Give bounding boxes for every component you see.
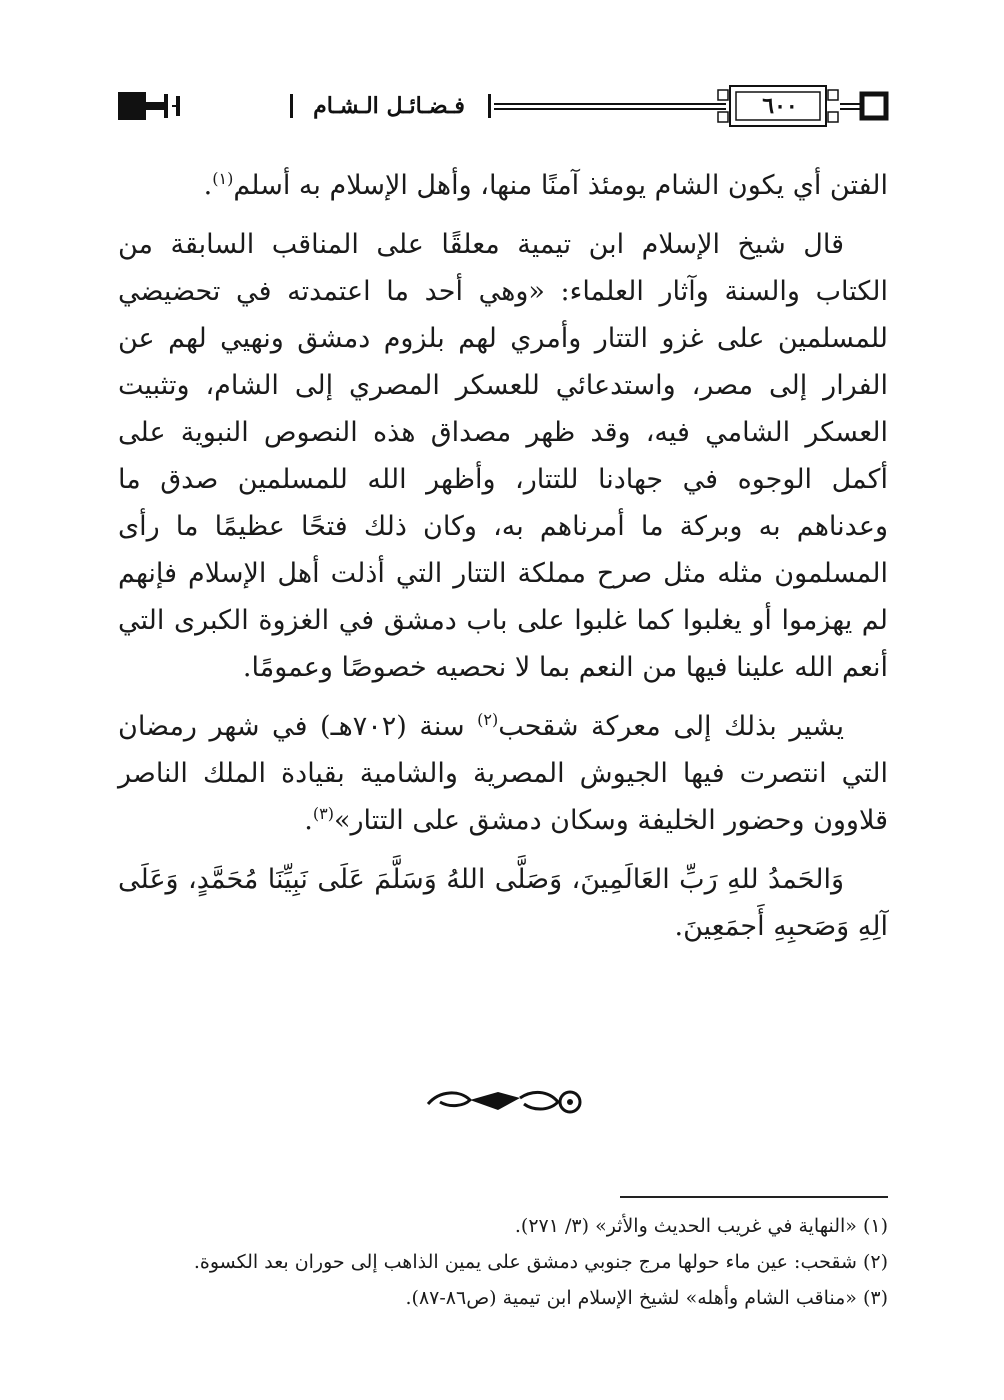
paragraph-1: الفتن أي يكون الشام يومئذ آمنًا منها، وأهل الإسلام به أسلم$^{(١)}$.: [203, 169, 888, 201]
main-text: [118, 162, 888, 950]
floral-ornament-icon: [420, 1082, 590, 1122]
footnote-ref-3[interactable]: (٣): [312, 804, 334, 823]
filled-square-icon: [118, 92, 146, 120]
closing-doxology: وَالحَمدُ للهِ رَبِّ العَالَمِينَ، وَصَلَّى اللهُ وَسَلَّمَ عَلَى نَبِيِّنَا مُحَمَّدٍ، وَعَلَى آلِهِ وَصَحبِهِ أَجمَعِينَ.: [118, 864, 888, 942]
footnote-divider: [620, 1196, 888, 1198]
footnote-1: (١) «النهاية في غريب الحديث والأثر» (٣/ ٢٧١).: [514, 1215, 888, 1237]
running-title: فـضـائـل الـشـام: [313, 93, 465, 119]
hollow-square-icon: [862, 94, 886, 118]
page-header: [112, 82, 890, 130]
footnote-ref-2[interactable]: (٢): [477, 710, 499, 729]
paragraph-3: يشير بذلك إلى معركة شقحب$^{(٢)}$ سنة (٧٠٢هـ) في شهر رمضان التي انتصرت فيها الجيوش المصرية والشامية بقيادة الملك الناصر قلاوون وحضور الخليفة وسكان دمشق على التتار»$^{(٣)}$.: [118, 710, 888, 836]
footnote-2: (٢) شقحب: عين ماء حولها مرج جنوبي دمشق على يمين الذاهب إلى حوران بعد الكسوة.: [193, 1251, 888, 1273]
paragraph-2: قال شيخ الإسلام ابن تيمية معلقًا على المناقب السابقة من الكتاب والسنة وآثار العلماء: «وهي أحد ما اعتمدته في تحضيضي للمسلمين على غزو التتار وأمري لهم بلزوم دمشق ونهيي لهم عن الفرار إلى مصر، واستدعائي للعسكر المصري إلى الشام، وتثبيت العسكر الشامي فيه، وقد ظهر مصداق هذه النصوص النبوية على أكمل الوجوه في جهادنا للتتار، وأظهر الله للمسلمين صدق ما وعدناهم به وبركة ما أمرناهم به، وكان ذلك فتحًا عظيمًا ما رأى المسلمون مثله مثل صرح مملكة التتار التي أذلت أهل الإسلام فإنهم لم يهزموا أو يغلبوا كما غلبوا على باب دمشق في الغزوة الكبرى التي أنعم الله علينا فيها من النعم بما لا نحصيه خصوصًا وعمومًا.: [118, 229, 888, 683]
page-number: ٦٠٠: [762, 93, 798, 119]
footnote-ref-1[interactable]: (١): [212, 169, 234, 188]
footnote-3: (٣) «مناقب الشام وأهله» لشيخ الإسلام ابن تيمية (ص٨٦-٨٧).: [405, 1287, 888, 1309]
footnotes: [118, 1208, 888, 1316]
